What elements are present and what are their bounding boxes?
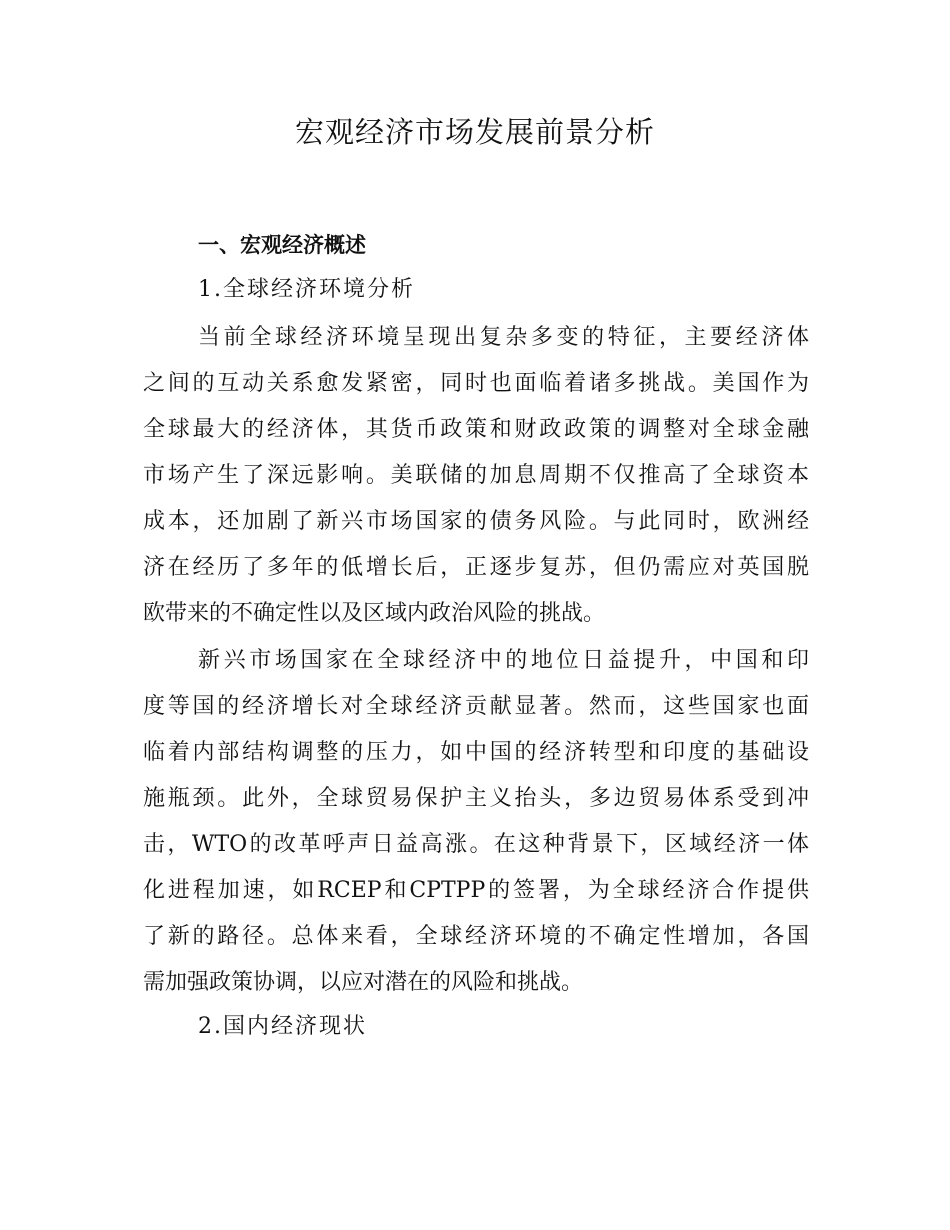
paragraph-line: 全球最大的经济体，其货币政策和财政政策的调整对全球金融 [143, 417, 809, 442]
subsection-heading-global: 1.全球经济环境分析 [198, 277, 415, 302]
paragraph-line: 之间的互动关系愈发紧密，同时也面临着诸多挑战。美国作为 [143, 371, 809, 396]
document-title: 宏观经济市场发展前景分析 [294, 115, 655, 149]
paragraph-line: 临着内部结构调整的压力，如中国的经济转型和印度的基础设 [143, 740, 809, 765]
paragraph-line: 度等国的经济增长对全球经济贡献显著。然而，这些国家也面 [143, 694, 809, 719]
paragraph-line: 欧带来的不确定性以及区域内政治风险的挑战。 [143, 601, 606, 626]
paragraph-line: 济在经历了多年的低增长后，正逐步复苏，但仍需应对英国脱 [143, 555, 809, 580]
paragraph-line: 当前全球经济环境呈现出复杂多变的特征，主要经济体 [198, 325, 809, 350]
section-heading-overview: 一、宏观经济概述 [198, 233, 366, 257]
paragraph-line: 需加强政策协调，以应对潜在的风险和挑战。 [143, 970, 584, 995]
paragraph-line: 新兴市场国家在全球经济中的地位日益提升，中国和印 [198, 648, 809, 673]
paragraph-line: 市场产生了深远影响。美联储的加息周期不仅推高了全球资本 [143, 463, 809, 488]
paragraph-line: 击，WTO的改革呼声日益高涨。在这种背景下，区域经济一体 [143, 832, 809, 857]
subsection-heading-domestic: 2.国内经济现状 [198, 1014, 367, 1039]
paragraph-line: 化进程加速，如RCEP和CPTPP的签署，为全球经济合作提供 [143, 878, 809, 903]
paragraph-line: 施瓶颈。此外，全球贸易保护主义抬头，多边贸易体系受到冲 [143, 786, 809, 811]
paragraph-line: 了新的路径。总体来看，全球经济环境的不确定性增加，各国 [143, 924, 809, 949]
paragraph-line: 成本，还加剧了新兴市场国家的债务风险。与此同时，欧洲经 [143, 509, 809, 534]
